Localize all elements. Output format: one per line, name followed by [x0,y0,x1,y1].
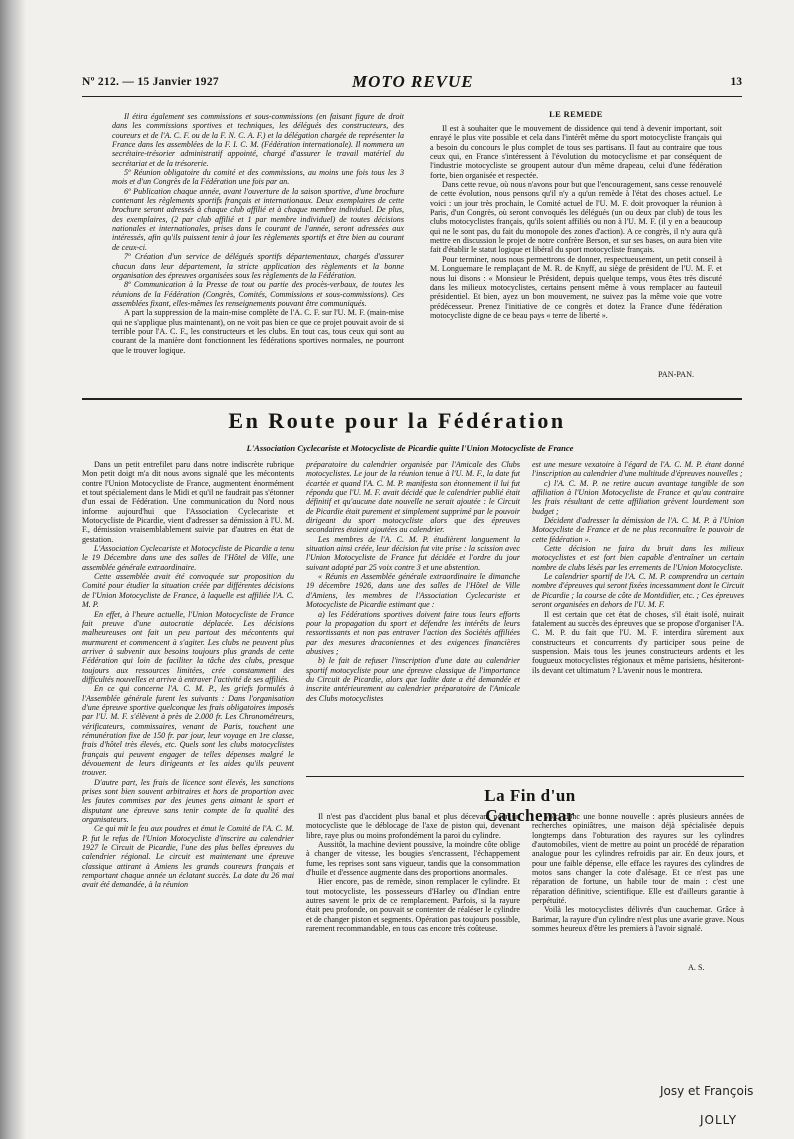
paragraph: D'autre part, les frais de licence sont élevés, les sanctions prises sont bien souvent arbitraires et hors de proportion avec les fautes commises par des jeunes gens aimant le sport et disputant une épreuve sans tenir compte de la qualité des organisateurs. [82,777,294,825]
paragraph: 6º Publication chaque année, avant l'ouverture de la saison sportive, d'une brochure contenant les règlements sportifs français et internationaux. Deux exemplaires de cette brochure seront adressés à chaque club affilié et à chaque membre individuel. De plus, des exemplaires, (2 par club affilié et 1 par membre individuel) de toutes décisions nationales et internationales, prises dans le courant de l'année, seront adressées aux intéressés, afin qu'ils puissent tenir à jour les règlements sportifs et être bien au courant de ceux-ci. [112,186,404,252]
paragraph: Dans cette revue, où nous n'avons pour but que l'encouragement, sans cesse renouvelé de cette évolution, nous pensons qu'il n'y a qu'un remède à l'état des choses actuel. Le voici : un jour très prochain, le Comité actuel de l'U. M. F. doit provoquer la réunion à Paris, d'un Congrès, où seront convoqués les délégués (un ou deux par club) de tous les clubs motocyclistes français, qu'ils soient affiliés ou non à l'U. M. F. (il y en a beaucoup qui ne le sont pas, du fait du monopole des zones d'action). A ce congrès, il n'y aura qu'à mettre en discussion le projet de notre confrère Berson, et sur ses bases, on aura bien vite fait d'établir le statut logique et libéral du sport motocycliste français. [430,180,722,255]
paragraph: Hier encore, pas de remède, sinon remplacer le cylindre. Et tout motocycliste, les possesseurs d'Harley ou d'Indian entre autres savent le prix de ce remplacement. Parfois, si la rayure était peu profonde, on pouvait se contenter de réaléser le cylindre et de changer piston et segments. Opération pas toujours possible, rarement recommandable, en tous cas encore très coûteuse. [306,877,520,934]
paragraph: Les membres de l'A. C. M. P. étudièrent longuement la situation ainsi créée, leur décision fut vite prise : la scission avec l'Union Motocycliste de France fut décidée et l'ordre du jour suivant adopté par 25 voix contre 3 et une abstention. [306,534,520,572]
paragraph: Il étira également ses commissions et sous-commissions (en faisant figure de droit dans les commissions sportives et techniques, les délégués des constructeurs, des coureurs et de l'A. C. F. ou de la F. N. C. A. F.) et la délégation chargée de représenter la France dans les assemblées de la F. I. C. M. (Fédération internationale). Il nommera un secrétaire-trésorier administratif appointé, chargé d'assurer le travail matériel du secrétariat et de la trésorerie. [112,112,404,168]
paragraph: 5º Réunion obligatoire du comité et des commissions, au moins une fois tous les 3 mois et d'un Congrès de la Fédération une fois par an. [112,168,404,187]
paragraph: 8º Communication à la Presse de tout ou partie des procès-verbaux, de toutes les réunions de la Fédération (Congrès, Comités, Commissions et sous-commissions). Ces assemblées fixant, elles-mêmes les renseignements pouvant être communiqués. [112,280,404,308]
cauchemar-right-column [532,812,744,962]
paragraph: Voici donc une bonne nouvelle : après plusieurs années de recherches opiniâtres, une maison déjà spécialisée depuis longtemps dans l'obturation des rayures sur les cylindres d'automobiles, vient de mettre au point un procédé de réparation analogue pour les cylindres refroidis par air. En deux jours, et pour une faible dépense, elle efface les rayures des cylindres de motos sans changer la cote d'alésage. Et ce n'est pas une réparation de fortune, un habile tour de main : c'est une réparation définitive, scientifique. Elle est d'ailleurs garantie à perpétuité. [532,812,744,906]
paragraph: A part la suppression de la main-mise complète de l'A. C. F. sur l'U. M. F. (main-mise qui ne s'applique plus maintenant), on ne voit pas bien ce que ce projet pouvait avoir de si terrible pour l'A. C. F., les constructeurs et les clubs. En tout cas, tous ceux qui sont au courant de la manière dont fonctionnent les fédérations sportives normales, ne pourront que le trouver logique. [112,308,404,355]
scan-binding-shadow [0,0,26,1139]
route-article-column-2 [306,460,520,750]
scan-credit-surname: JOLLY [700,1113,738,1127]
paragraph: Il n'est pas d'accident plus banal et plus décevant pour un motocycliste que le déblocage de l'axe de piston qui, devenant libre, raye plus ou moins profondément la paroi du cylindre. [306,812,520,840]
paragraph: Il est certain que cet état de choses, s'il était isolé, nuirait fatalement au succès des épreuves que se propose d'organiser l'A. C. M. P. du fait que l'U. M. F. interdira sûrement aux constructeurs et concurrents d'y participer sous peine de suspension. Mais tous les jeunes constructeurs ardents et les fougueux motocyclistes régionaux et même parisiens, hésiteront-ils devant cet ultimatum ? L'avenir nous le montrera. [532,609,744,675]
paragraph: b) le fait de refuser l'inscription d'une date au calendrier sportif motocycliste pour une épreuve classique de l'importance du Circuit de Picardie, alors que ladite date a été demandée et inscrite antérieurement au calendrier préparatoire de l'Amicale des Clubs motocyclistes [306,656,520,703]
paragraph: En ce qui concerne l'A. C. M. P., les griefs formulés à l'Assemblée générale furent les suivants : Dans l'organisation d'une épreuve sportive quelconque les frais obligatoires imposés par l'U. M. F. s'élèvent à près de 2.000 fr. Les Chronométreurs, vérificateurs, commissaires, venant de Paris, touchent une rémunération fixe de 150 fr. par jour, leur voyage en 1re classe, frais d'hôtel très élevés, etc. Quels sont les clubs motocyclistes français qui peuvent engager de telles dépenses malgré le dévouement de leurs dirigeants et les aides qu'ils peuvent trouver. [82,684,294,778]
signature-as: A. S. [688,963,705,972]
paragraph: Cette assemblée avait été convoquée sur proposition du Comité pour étudier la situation créée par différentes décisions de l'Union Motocycliste de France, à laquelle est affiliée l'A. C. M. P. [82,572,294,610]
paragraph: c) l'A. C. M. P. ne retire aucun avantage tangible de son affiliation à l'Union Motocycliste de France et qu'au contraire les frais résultant de cette affiliation grèvent lourdement son budget ; [532,478,744,516]
paragraph: Il est à souhaiter que le mouvement de dissidence qui tend à devenir important, soit enrayé le plus vite possible et cela dans l'intérêt même du sport motocycliste français qui a besoin du concours le plus complet de tous ses partisans. Il faut au contraire que tous ceux qui, en France s'intéressent à l'évolution du motocyclisme et par conséquent de l'industrie motocycliste se groupent autour d'un même drapeau, celui d'une fédération forte, bien organisée et respectée. [430,124,722,180]
paragraph: Dans un petit entrefilet paru dans notre indiscrète rubrique Mon petit doigt m'a dit nous avons signalé que les mécontents contre l'Union Motocycliste de France, augmentent énormément et tout spécialement dans le Midi et qu'il ne faudrait pas s'étonner d'un essai de Fédération. Une communication du Nord nous informe aujourd'hui que l'Association Cyclecariste et Motocycliste de Picardie, vient d'adresser sa démission à l'U. M. F., démission vraisemblablement suivie par d'autres en état de gestation. [82,460,294,544]
magazine-title: MOTO REVUE [352,72,474,91]
section-rule [82,398,742,400]
page-header [82,72,742,94]
signature-pan-pan: PAN-PAN. [658,370,695,379]
paragraph: Décident d'adresser la démission de l'A. C. M. P. à l'Union Motocycliste de France et de ne plus reconnaître le pouvoir de cette fédération ». [532,516,744,544]
cauchemar-left-column [306,812,520,972]
page-number: 13 [730,76,742,88]
issue-number: Nº 212. — 15 Janvier 1927 [82,76,219,88]
paragraph: L'Association Cyclecariste et Motocycliste de Picardie a tenu le 19 Décembre dans une des salles de l'Hôtel de Ville, une assemblée générale extraordinaire. [82,544,294,572]
paragraph: Voilà les motocyclistes délivrés d'un cauchemar. Grâce à Barimar, la rayure d'un cylindre n'est plus une avarie grave. Nous sommes heureux d'être les premiers à l'avoir signalé. [532,905,744,934]
paragraph: a) les Fédérations sportives doivent faire tous leurs efforts pour la propagation du sport et défendre les intérêts de leurs ressortissants et non pas entraver l'action des Sociétés affiliées par des mesures draconiennes et des exigences financières abusives ; [306,609,520,656]
top-article-left-column [112,112,404,397]
cauchemar-rule [306,776,744,777]
paragraph: 7º Création d'un service de délégués sportifs départementaux, chargés d'assurer chacun dans leur département, la stricte application des règlements et la bonne organisation des épreuves organisées sous les règlements de la Fédération. [112,252,404,280]
article-subtitle: L'Association Cyclecariste et Motocycliste de Picardie quitte l'Union Motocycliste de France [246,443,574,453]
paragraph: « Réunis en Assemblée générale extraordinaire le dimanche 19 décembre 1926, dans une des salles de l'Hôtel de Ville d'Amiens, les membres de l'Association Cyclecariste et Motocycliste de Picardie estimant que : [306,572,520,610]
paragraph: Le calendrier sportif de l'A. C. M. P. comprendra un certain nombre d'épreuves qui seront fixées incessamment dont le Circuit de Picardie ; la course de côte de Montdidier, etc. ; Ces épreuves seront organisées en dehors de l'U. M. F. [532,572,744,610]
paragraph: Aussitôt, la machine devient poussive, la moindre côte oblige à changer de vitesse, les bougies s'encrassent, l'échappement fume, les reprises sont sans vigueur, tandis que la consommation d'huile et d'essence augmente dans des proportions anormales. [306,840,520,878]
paragraph: En effet, à l'heure actuelle, l'Union Motocycliste de France fait preuve d'une autocratie déplacée. Les décisions malheureuses ont fait un peu partout des mécontents qui murmurent et commencent à s'agiter. Les clubs ne peuvent plus arriver à subvenir aux besoins toujours plus grands de cette Fédération qui loin de faciliter la tâche des clubs, presque toujours aux ressources limitées, crée constamment des difficultés nouvelles et arrive à entraver l'activité de ses affiliés. [82,609,294,684]
paragraph: Cette décision ne faira du bruit dans les milieux motocyclistes et est fort bien capable d'entraîner un certain nombre de clubs lésés par les errements de l'Union Motocycliste. [532,544,744,572]
top-article-right-column [430,124,722,372]
section-heading-le-remede: LE REMEDE [549,110,603,119]
scan-credit-names: Josy et François [660,1084,754,1098]
route-article-column-1 [82,460,294,965]
article-title-fin-cauchemar: La Fin d'un Cauchemar [484,786,576,825]
paragraph: préparatoire du calendrier organisée par l'Amicale des Clubs motocyclistes. Le jour de la réunion tenue à l'U. M. F., la date fut écartée et quand l'A. C. M. P. manifesta son étonnement il lui fut répondu que l'U. M. F. avait décidé que le calendrier publié était définitif et qu'aucune date nouvelle ne serait ajoutée : le Circuit de Picardie était purement et simplement supprimé par le pouvoir dirigeant du sport motocycliste alors que des épreuves secondaires étaient ajoutées au calendrier. [306,460,520,535]
header-rule [82,96,742,97]
paragraph: Ce qui mit le feu aux poudres et émut le Comité de l'A. C. M. P. fut le refus de l'Union Motocycliste d'inscrire au calendrier 1927 le Circuit de Picardie, l'une des plus belles épreuves du calendrier régional. Le circuit est maintenant une épreuve classique attirant à Amiens les grands coureurs français et remportant chaque année un éclatant succès. La date du 26 mai avait été demandée, à la réunion [82,824,294,890]
paragraph: est une mesure vexatoire à l'égard de l'A. C. M. P. étant donné l'inscription au calendrier d'une multitude d'épreuves nouvelles ; [532,460,744,479]
route-article-column-3 [532,460,744,760]
article-title-en-route: En Route pour la Fédération [228,408,566,433]
paragraph: Pour terminer, nous nous permettrons de donner, respectueusement, un petit conseil à M. Longuemare le remplaçant de M. R. de Knyff, au siège de président de l'U. M. F. et nous lui disons : « Monsieur le Président, depuis quelque temps, vous êtes très discuté dans les milieux motocyclistes, certains pensent même à vous remplacer au fauteuil présidentiel. Et bien, ayez un bon mouvement, ne suivez pas la même voie que votre prédécesseur. Prenez l'initiative de ce congrès et dotez la France d'une fédération motocycliste digne de ce beau pays « terre de liberté ». [430,254,722,320]
